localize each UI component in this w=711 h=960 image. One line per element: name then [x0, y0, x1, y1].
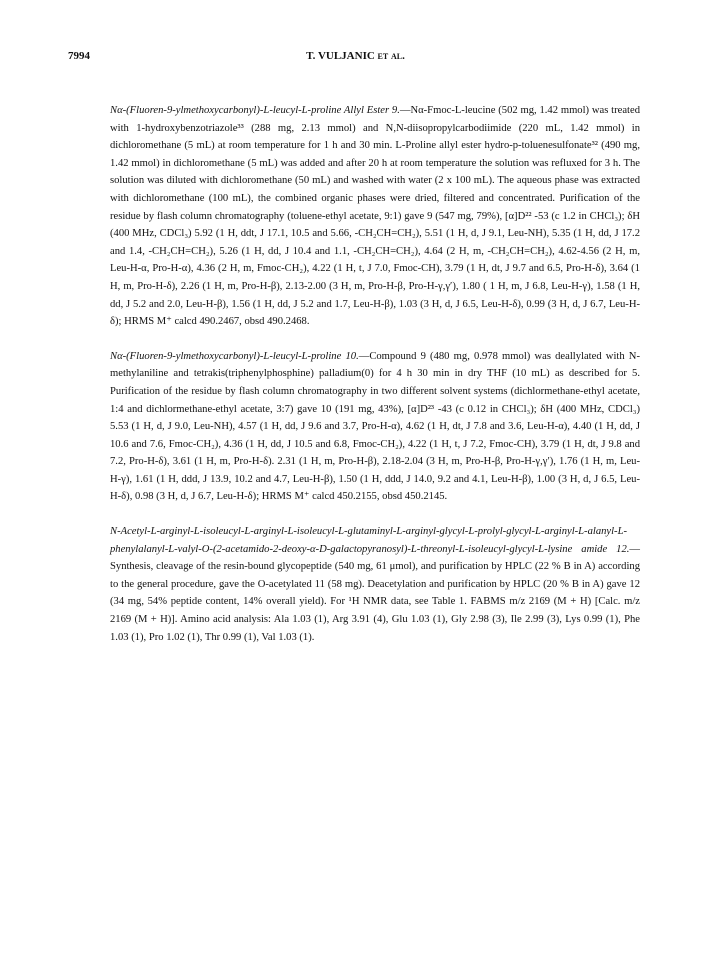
compound-10-paragraph [110, 348, 640, 506]
page-number: 7994 [68, 50, 90, 62]
compound-9-heading: Nα-(Fluoren-9-ylmethoxycarbonyl)-L-leucyl-L-proline Allyl Ester 9. [110, 105, 400, 116]
compound-9-text: —Nα-Fmoc-L-leucine (502 mg, 1.42 mmol) was treated with 1-hydroxybenzotriazole³³ (288 mg, 2.13 mmol) and N,N-diisopropylcarbodiimide (220 mL, 1.42 mmol) in dichloromethane (5 mL) at room temperature for 1 h and 30 min. L-Proline allyl ester hydro-p-toluenesulfonate³² (490 mg, 1.42 mmol) in dichloromethane (5 mL) was added and after 20 h at room temperature the solution was refluxed for 3 h. The solution was diluted with dichloromethane (50 mL) and washed with water (2 x 100 mL). The aqueous phase was extracted with dichloromethane (100 mL), the combined organic phases were dried, filtered and concentrated. Purification of the residue by flash column chromatography (toluene-ethyl acetate, 9:1) gave 9 (547 mg, 79%), [α]D²² -53 (c 1.2 in CHCl₃); δH (400 MHz, CDCl₃) 5.92 (1 H, ddt, J 17.1, 10.5 and 5.66, -CH₂CH=CH₂), 5.51 (1 H, d, J 9.1, Leu-NH), 5.35 (1 H, dd, J 17.2 and 1.4, -CH₂CH=CH₂), 5.26 (1 H, dd, J 10.4 and 1.1, -CH₂CH=CH₂), 4.64 (2 H, m, -CH₂CH=CH₂), 4.62-4.56 (2 H, m, Leu-H-α, Pro-H-α), 4.36 (2 H, m, Fmoc-CH₂), 4.22 (1 H, t, J 7.0, Fmoc-CH), 3.79 (1 H, dt, J 9.7 and 6.5, Pro-H-δ), 3.64 (1 H, m, Pro-H-δ), 2.26 (1 H, m, Pro-H-β), 2.13-2.00 (3 H, m, Pro-H-β, Pro-H-γ,γ′), 1.80 ( 1 H, m, J 6.8, Leu-H-γ), 1.58 (1 H, dd, J 5.2 and 2.0, Leu-H-β), 1.56 (1 H, dd, J 5.2 and 1.7, Leu-H-β), 1.03 (3 H, d, J 6.5, Leu-H-δ), 0.99 (3 H, d, J 6.7, Leu-H-δ); HRMS M⁺ calcd 490.2467, obsd 490.2468. [110, 105, 640, 328]
compound-10-heading: Nα-(Fluoren-9-ylmethoxycarbonyl)-L-leucyl-L-proline 10. [110, 350, 359, 362]
running-head [68, 50, 643, 66]
compound-12-text: —Synthesis, cleavage of the resin-bound glycopeptide (540 mg, 61 μmol), and purification by HPLC (22 % B in A) according to the general procedure, gave the O-acetylated 11 (58 mg). Deacetylation and purification by HPLC (20 % B in A) gave 12 (34 mg, 54% peptide content, 14% overall yield). For ¹H NMR data, see Table 1. FABMS m/z 2169 (M + H) [Calc. m/z 2169 (M + H)]. Amino acid analysis: Ala 1.03 (1), Arg 3.91 (4), Glu 1.03 (1), Gly 2.98 (3), Ile 2.99 (3), Lys 0.99 (1), Phe 1.03 (1), Pro 1.02 (1), Thr 0.99 (1), Val 1.03 (1). [110, 543, 640, 643]
compound-10-text: —Compound 9 (480 mg, 0.978 mmol) was deallylated with N-methylaniline and tetrakis(triphenylphosphine) palladium(0) for 4 h 30 min in dry THF (10 mL) as described for 5. Purification of the residue by flash column chromatography in two different solvent systems (dichlormethane-ethyl acetate, 1:4 and dichlormethane-ethyl acetate, 3:7) gave 10 (191 mg, 43%), [α]D²³ -43 (c 0.12 in CHCl₃); δH (400 MHz, CDCl₃) 5.53 (1 H, d, J 9.0, Leu-NH), 4.57 (1 H, dd, J 9.6 and 3.7, Pro-H-α), 4.62 (1 H, dt, J 7.8 and 3.6, Leu-H-α), 4.40 (1 H, dd, J 10.6 and 7.6, Fmoc-CH₂), 4.36 (1 H, dd, J 10.5 and 6.8, Fmoc-CH₂), 4.22 (1 H, t, J 7.2, Fmoc-CH), 3.79 (1 H, dt, J 9.8 and 7.2, Pro-H-δ), 3.61 (1 H, m, Pro-H-δ). 2.31 (1 H, m, Pro-H-β), 2.18-2.04 (3 H, m, Pro-H-β, Pro-H-γ,γ′), 1.76 (1 H, m, Leu-H-γ), 1.61 (1 H, ddd, J 13.9, 10.2 and 4.7, Leu-H-β), 1.50 (1 H, ddd, J 14.0, 9.2 and 4.1, Leu-H-β), 1.00 (3 H, d, J 6.5, Leu-H-δ), 0.98 (3 H, d, J 6.7, Leu-H-δ); HRMS M⁺ calcd 450.2155, obsd 450.2145. [110, 350, 640, 503]
compound-12-paragraph [110, 523, 640, 646]
compound-12-heading: N-Acetyl-L-arginyl-L-isoleucyl-L-arginyl-L-isoleucyl-L-glutaminyl-L-arginyl-glycyl-L-prolyl-glycyl-L-arginyl-L-alanyl-L-phenylalanyl-L-valyl-O-(2-acetamido-2-deoxy-α-D-galactopyranosyl)-L-threonyl-L-isoleucyl-glycyl-L-lysine amide 12. [110, 526, 630, 555]
experimental-section [110, 102, 640, 646]
author-line: T. VULJANIC et al. [306, 50, 405, 62]
compound-9-paragraph [110, 102, 640, 331]
